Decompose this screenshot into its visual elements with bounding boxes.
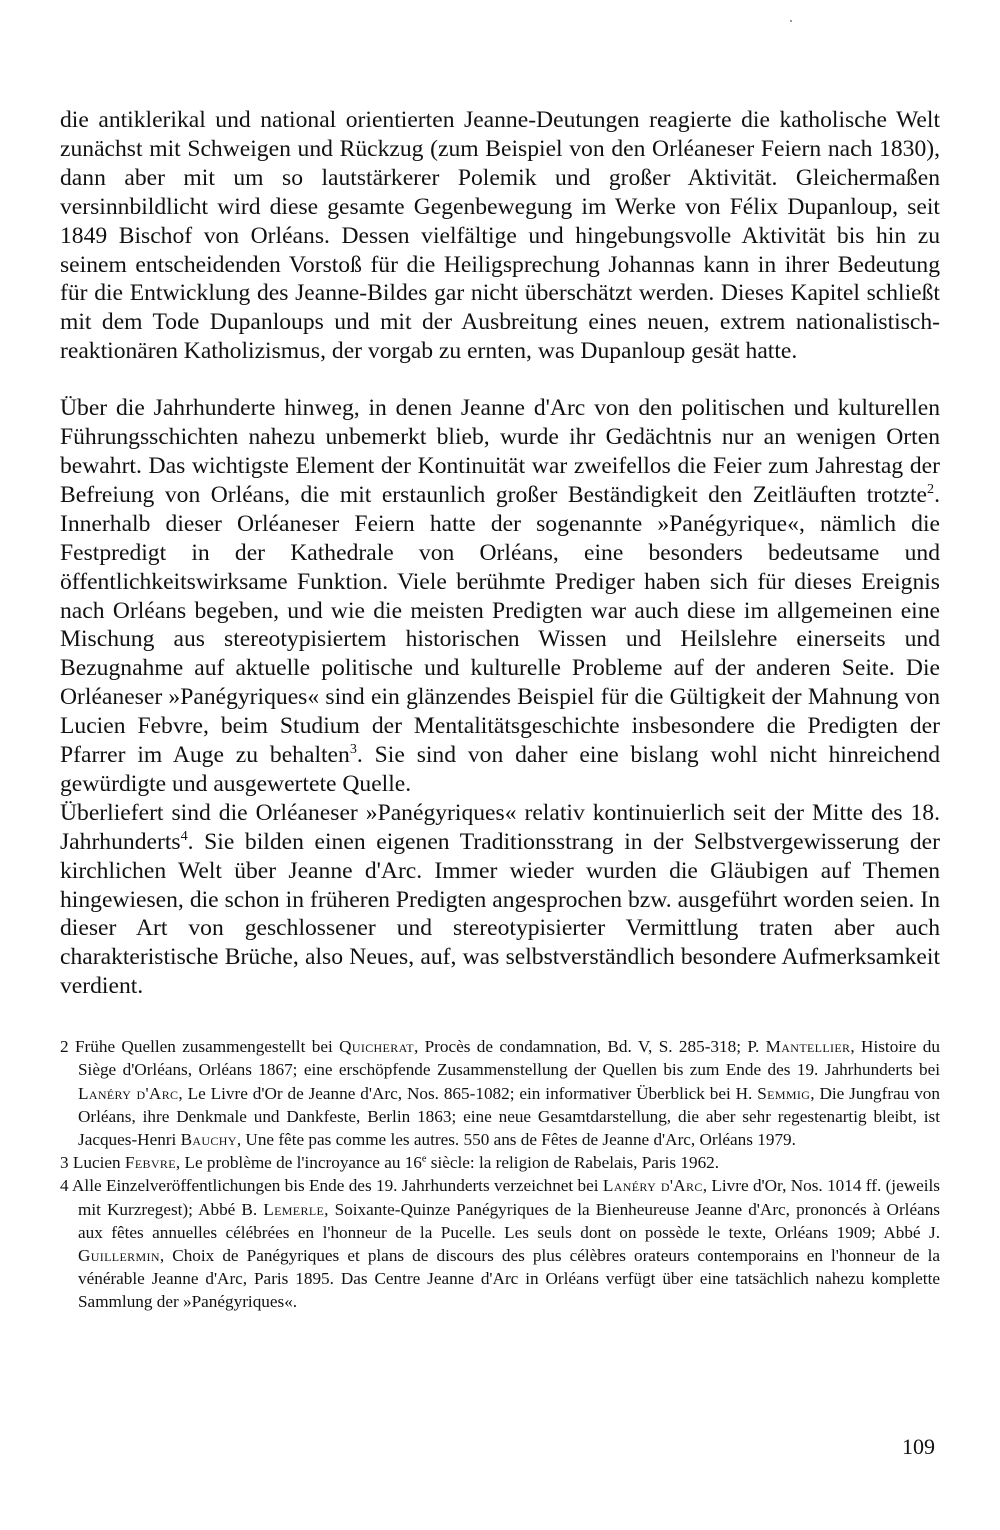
footnote-text: , Le problème de l'incroyance au 16	[175, 1153, 422, 1173]
page-number: 109	[902, 1434, 935, 1459]
author-name: Febvre	[124, 1153, 176, 1173]
paragraph-1: die antiklerikal und national orientierten Jeanne-Deutungen reagierte die katholische Welt zunächst mit Schweigen und Rückzug (zum Beispiel von den Orléaneser Feiern nach 1830), dann aber mit um so lautstärkerer Polemik und großer Aktivität. Gleichermaßen versinnbildlicht wird diese gesamte Gegenbewegung im Werke von Félix Dupanloup, seit 1849 Bischof von Orléans. Dessen vielfältige und hingebungsvolle Aktivität bis hin zu seinem entscheidenden Vorstoß für die Heiligsprechung Johannas kann in ihrer Bedeutung für die Entwicklung des Jeanne-Bildes gar nicht überschätzt werden. Dieses Kapitel schließt mit dem Tode Dupanloups und mit der Ausbreitung eines neuen, extrem nationalistisch-reaktionären Katholizismus, der vorgab zu ernten, was Dupanloup gesät hatte.	[60, 107, 940, 365]
footnote-ref-3: 3	[349, 740, 357, 757]
footnote-number: 4	[60, 1176, 69, 1196]
footnote-text: , Histoire du Siège d'Orléans, Orléans 1867; eine erschöpfende Zusammenstellung der Quellen bis zum Ende des 19. Jahrhunderts bei	[78, 1037, 940, 1080]
scan-speck	[790, 20, 792, 22]
footnote-text: , Le Livre d'Or de Jeanne d'Arc, Nos. 865-1082; ein informativer Überblick bei H.	[178, 1083, 758, 1103]
footnote-text: , Procès de condamnation, Bd. V, S. 285-318; P.	[413, 1037, 766, 1057]
footnote-text: , Une fête pas comme les autres. 550 ans de Fêtes de Jeanne d'Arc, Orléans 1979.	[236, 1130, 796, 1149]
author-name: Lemerle	[263, 1199, 325, 1219]
author-name: Lanéry d'Arc	[78, 1083, 179, 1103]
footnote-ref-4: 4	[180, 827, 188, 844]
author-name: Lanéry d'Arc	[602, 1176, 703, 1196]
footnote-ref-2: 2	[927, 480, 935, 497]
paragraph-3-text-b: . Sie bilden einen eigenen Traditionsstrang in der Selbstvergewisserung der kirchlichen Welt über Jeanne d'Arc. Immer wieder wurden die Gläubigen auf Themen hingewiesen, die schon in früheren Predigten angesprochen bzw. ausgeführt worden seien. In dieser Art von geschlossener und stereotypisierter Vermittlung traten aber auch charakteristische Brüche, also Neues, auf, was selbstverständlich besondere Aufmerksamkeit verdient.	[60, 828, 940, 1000]
paragraph-2-text-b: . Innerhalb dieser Orléaneser Feiern hatte der sogenannte »Panégyrique«, nämlich die Festpredigt in der Kathedrale von Orléans, eine besonders bedeutsame und öffentlichkeitswirksame Funktion. Viele berühmte Prediger haben sich für dieses Ereignis nach Orléans begeben, und wie die meisten Predigten war auch diese im allgemeinen eine Mischung aus stereotypisiertem historischen Wissen und Heilslehre einerseits und Bezugnahme auf aktuelle politische und kulturelle Probleme auf der anderen Seite. Die Orléaneser »Panégyriques« sind ein glänzendes Beispiel für die Gültigkeit der Mahnung von Lucien Febvre, beim Studium der Mentalitätsgeschichte insbesondere die Predigten der Pfarrer im Auge zu behalten	[60, 481, 940, 769]
paragraph-2	[60, 394, 940, 799]
footnote-4	[60, 1174, 940, 1313]
paragraph-2-text-c: . Sie sind von daher eine bislang wohl nicht hinreichend gewürdigte und ausgewertete Quelle.	[60, 742, 941, 797]
page-body	[60, 106, 940, 1314]
footnote-text: , Die Jungfrau von Orléans, ihre Denkmale und Dankfeste, Berlin 1863; eine neue Gesamtdarstellung, die aber sehr regestenartig bleibt, ist Jacques-Henri	[78, 1083, 940, 1149]
footnote-number: 3	[60, 1153, 69, 1173]
author-name: Mantellier	[765, 1037, 851, 1057]
footnote-text: Alle Einzelveröffentlichungen bis Ende des 19. Jahrhunderts verzeichnet bei	[72, 1176, 603, 1196]
author-name: Semmig	[757, 1083, 811, 1103]
author-name: Quicherat	[339, 1037, 414, 1057]
footnote-text: , Livre d'Or, Nos. 1014 ff. (jeweils mit Kurzregest); Abbé B.	[78, 1176, 940, 1219]
footnote-2	[60, 1035, 940, 1151]
footnotes	[60, 1035, 940, 1313]
footnote-text: Lucien	[72, 1153, 125, 1173]
footnote-number: 2	[60, 1037, 69, 1057]
author-name: Bauchy	[180, 1130, 237, 1149]
footnote-text: siècle: la religion de Rabelais, Paris 1962.	[426, 1153, 720, 1173]
paragraph-3	[60, 799, 940, 1001]
paragraph-3-text-a: Überliefert sind die Orléaneser »Panégyriques« relativ kontinuierlich seit der Mitte des 18. Jahrhunderts	[60, 799, 940, 855]
superscript: e	[421, 1153, 427, 1165]
footnote-text: , Soixante-Quinze Panégyriques de la Bienheureuse Jeanne d'Arc, prononcés à Orléans aux fêtes annuelles célébrées en l'honneur de la Pucelle. Les seuls dont on possède le texte, Orléans 1909; Abbé J.	[78, 1199, 940, 1242]
footnote-3	[60, 1151, 940, 1174]
author-name: Guillermin	[78, 1246, 160, 1266]
paragraph-2-text-a: Über die Jahrhunderte hinweg, in denen Jeanne d'Arc von den politischen und kulturellen Führungsschichten nahezu unbemerkt blieb, wurde ihr Gedächtnis nur an wenigen Orten bewahrt. Das wichtigste Element der Kontinuität war zweifellos die Feier zum Jahrestag der Befreiung von Orléans, die mit erstaunlich großer Beständigkeit den Zeitläuften trotzte	[60, 395, 940, 508]
footnote-text: , Choix de Panégyriques et plans de discours des plus célèbres orateurs contemporains en l'honneur de la vénérable Jeanne d'Arc, Paris 1895. Das Centre Jeanne d'Arc in Orléans verfügt über eine tatsächlich nahezu komplette Sammlung der »Panégyriques«.	[78, 1246, 940, 1312]
footnote-text: Frühe Quellen zusammengestellt bei	[74, 1037, 340, 1057]
